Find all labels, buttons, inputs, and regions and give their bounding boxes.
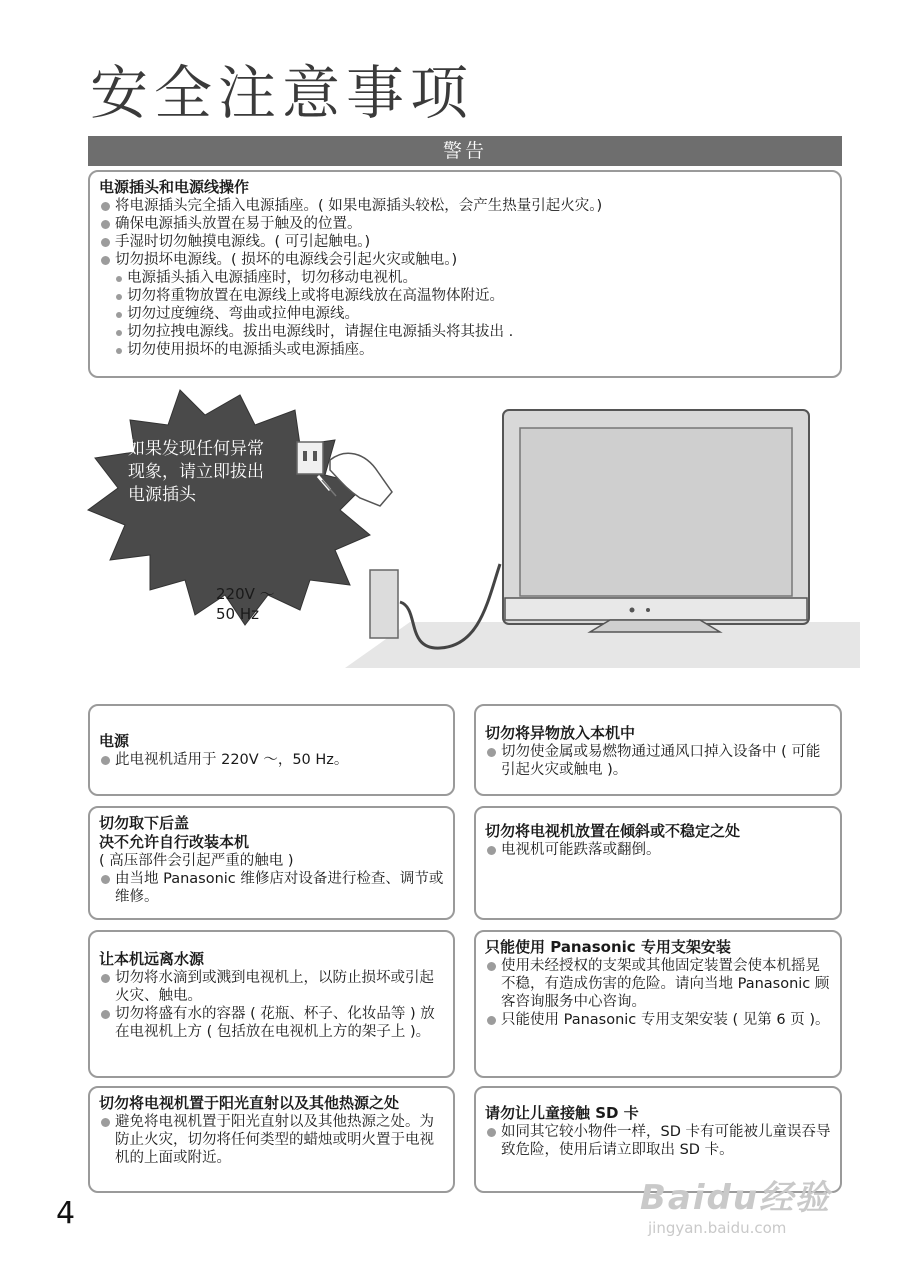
power-cord-box	[88, 170, 842, 378]
page-number: 4	[56, 1196, 76, 1231]
list-item: 确保电源插头放置在易于触及的位置。	[99, 215, 831, 233]
rear-cover-heading: 切勿取下后盖	[99, 814, 190, 832]
list-item: 避免将电视机置于阳光直射以及其他热源之处。为防止火灾，切勿将任何类型的蜡烛或明火置于电视机的上面或附近。	[99, 1113, 444, 1167]
sub-list-item: 切勿拉拽电源线。拔出电源线时，请握住电源插头将其拔出 .	[99, 323, 831, 341]
sunlight-heading: 切勿将电视机置于阳光直射以及其他热源之处	[99, 1094, 400, 1112]
no-modify-heading: 决不允许自行改装本机	[99, 833, 250, 851]
foreign-objects-heading: 切勿将异物放入本机中	[485, 724, 636, 742]
rear-cover-box	[88, 806, 455, 920]
voltage-label: 220V ～ 50 Hz	[216, 585, 275, 623]
watermark	[640, 1170, 831, 1237]
water-heading: 让本机远离水源	[99, 950, 205, 968]
power-heading: 电源	[99, 732, 130, 750]
unstable-heading: 切勿将电视机放置在倾斜或不稳定之处	[485, 822, 741, 840]
list-item: 电视机可能跌落或翻倒。	[485, 841, 831, 859]
list-item: 由当地 Panasonic 维修店对设备进行检查、调节或维修。	[99, 870, 444, 906]
power-cord-heading: 电源插头和电源线操作	[99, 178, 250, 196]
warning-header: 警告	[88, 136, 842, 166]
stand-box	[474, 930, 842, 1078]
unplug-alert-text: 如果发现任何异常 现象，请立即拔出 电源插头	[128, 439, 264, 505]
sd-card-heading: 请勿让儿童接触 SD 卡	[485, 1104, 639, 1122]
foreign-objects-box	[474, 704, 842, 796]
stand-heading: 只能使用 Panasonic 专用支架安装	[485, 938, 731, 956]
sub-list-item: 切勿将重物放置在电源线上或将电源线放在高温物体附近。	[99, 287, 831, 305]
tv-stand	[590, 620, 720, 632]
power-cord-list	[99, 197, 831, 359]
high-voltage-note: ( 高压部件会引起严重的触电 )	[99, 853, 294, 869]
list-item: 切勿使金属或易燃物通过通风口掉入设备中 ( 可能引起火灾或触电 )。	[485, 743, 831, 779]
watermark-url: jingyan.baidu.com	[648, 1219, 787, 1237]
unstable-box	[474, 806, 842, 920]
tv-plug-illustration	[0, 380, 907, 680]
sunlight-box	[88, 1086, 455, 1193]
sub-list-item: 电源插头插入电源插座时，切勿移动电视机。	[99, 269, 831, 287]
list-item: 切勿将盛有水的容器 ( 花瓶、杯子、化妆品等 ) 放在电视机上方 ( 包括放在电视机上方的架子上 )。	[99, 1005, 444, 1041]
watermark-brand: Baidu经验	[640, 1178, 832, 1218]
page-title: 安全注意事项	[90, 59, 475, 127]
list-item: 如同其它较小物件一样，SD 卡有可能被儿童误吞导致危险，使用后请立即取出 SD 卡。	[485, 1123, 831, 1159]
wall-outlet	[370, 570, 398, 638]
list-item: 切勿损坏电源线。( 损坏的电源线会引起火灾或触电。)	[99, 251, 831, 269]
list-item: 手湿时切勿触摸电源线。( 可引起触电。)	[99, 233, 831, 251]
power-box	[88, 704, 455, 796]
sub-list-item: 切勿使用损坏的电源插头或电源插座。	[99, 341, 831, 359]
list-item: 此电视机适用于 220V ～，50 Hz。	[99, 751, 444, 769]
list-item: 切勿将水滴到或溅到电视机上，以防止损坏或引起火灾、触电。	[99, 969, 444, 1005]
list-item: 使用未经授权的支架或其他固定装置会使本机摇晃不稳，有造成伤害的危险。请向当地 Panasonic 顾客咨询服务中心咨询。	[485, 957, 831, 1011]
tv-screen	[520, 428, 792, 596]
list-item: 将电源插头完全插入电源插座。( 如果电源插头较松，会产生热量引起火灾。)	[99, 197, 831, 215]
sub-list-item: 切勿过度缠绕、弯曲或拉伸电源线。	[99, 305, 831, 323]
list-item: 只能使用 Panasonic 专用支架安装 ( 见第 6 页 )。	[485, 1011, 831, 1029]
water-box	[88, 930, 455, 1078]
